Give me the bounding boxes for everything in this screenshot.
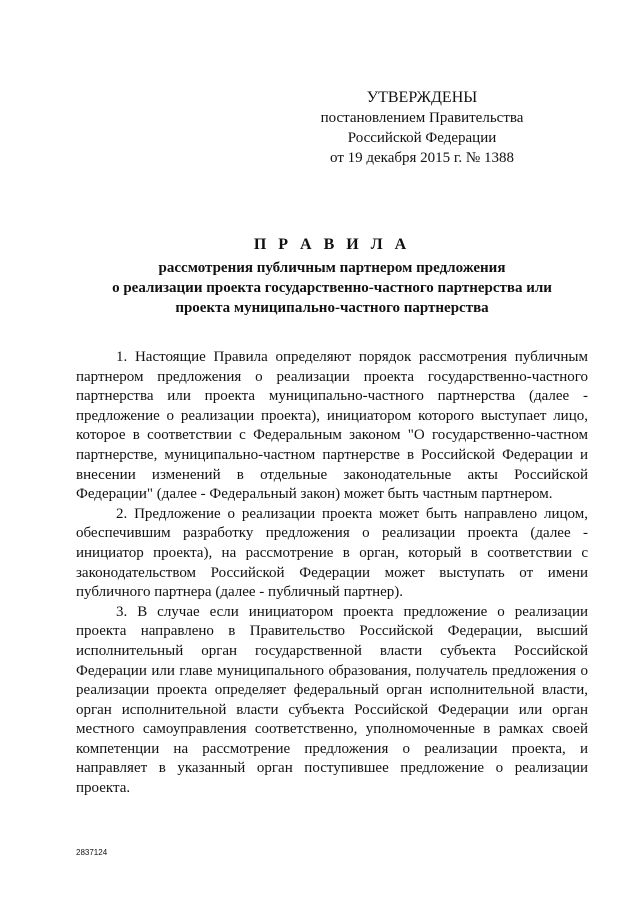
paragraph-2: 2. Предложение о реализации проекта может быть направлено лицом, обеспечившим разработку предложения о реализации проекта (далее - инициатор проекта), на рассмотрение в орган, который в соответствии с законодательством Российской Федерации может выступать от имени публичного партнера (далее - публичный партнер). (76, 505, 588, 601)
document-subtitle-line-3: проекта муниципально-частного партнерства (175, 300, 489, 316)
paragraph-3: 3. В случае если инициатором проекта предложение о реализации проекта направлено в Правительство Российской Федерации, высший исполнительный орган государственной власти субъекта Российской Федерации или главе муниципального образования, получатель предложения о реализации проекта определяет федеральный орган исполнительной власти, орган исполнительной власти субъекта Российской Федерации или орган местного самоуправления соответственно, уполномоченные в рамках своей компетенции на рассмотрение предложения о реализации проекта, и направляет в указанный орган поступившее предложение о реализации проекта. (76, 603, 588, 797)
approval-line-2: Российской Федерации (347, 130, 497, 146)
document-title: П Р А В И Л А (253, 236, 411, 253)
document-title-block (76, 236, 588, 318)
paragraph-1: 1. Настоящие Правила определяют порядок рассмотрения публичным партнером предложения о реализации проекта государственно-частного партнерства или проекта муниципально-частного партнерства (далее - предложение о реализации проекта), инициатором которого выступает лицо, которое в соответствии с Федеральным законом "О государственно-частном партнерстве, муниципально-частном партнерстве в Российской Федерации и внесении изменений в отдельные законодательные акты Российской Федерации" (далее - Федеральный закон) может быть частным партнером. (76, 349, 588, 503)
document-subtitle-line-1: рассмотрения публичным партнером предложения (158, 260, 506, 276)
document-subtitle-line-2: о реализации проекта государственно-частного партнерства или (112, 280, 552, 296)
approval-line-3: от 19 декабря 2015 г. № 1388 (330, 150, 514, 166)
approval-block (292, 88, 552, 168)
approval-line-1: постановлением Правительства (320, 110, 524, 126)
approval-heading: УТВЕРЖДЕНЫ (366, 89, 478, 106)
document-number: 2837124 (76, 848, 108, 857)
document-body (76, 348, 588, 799)
